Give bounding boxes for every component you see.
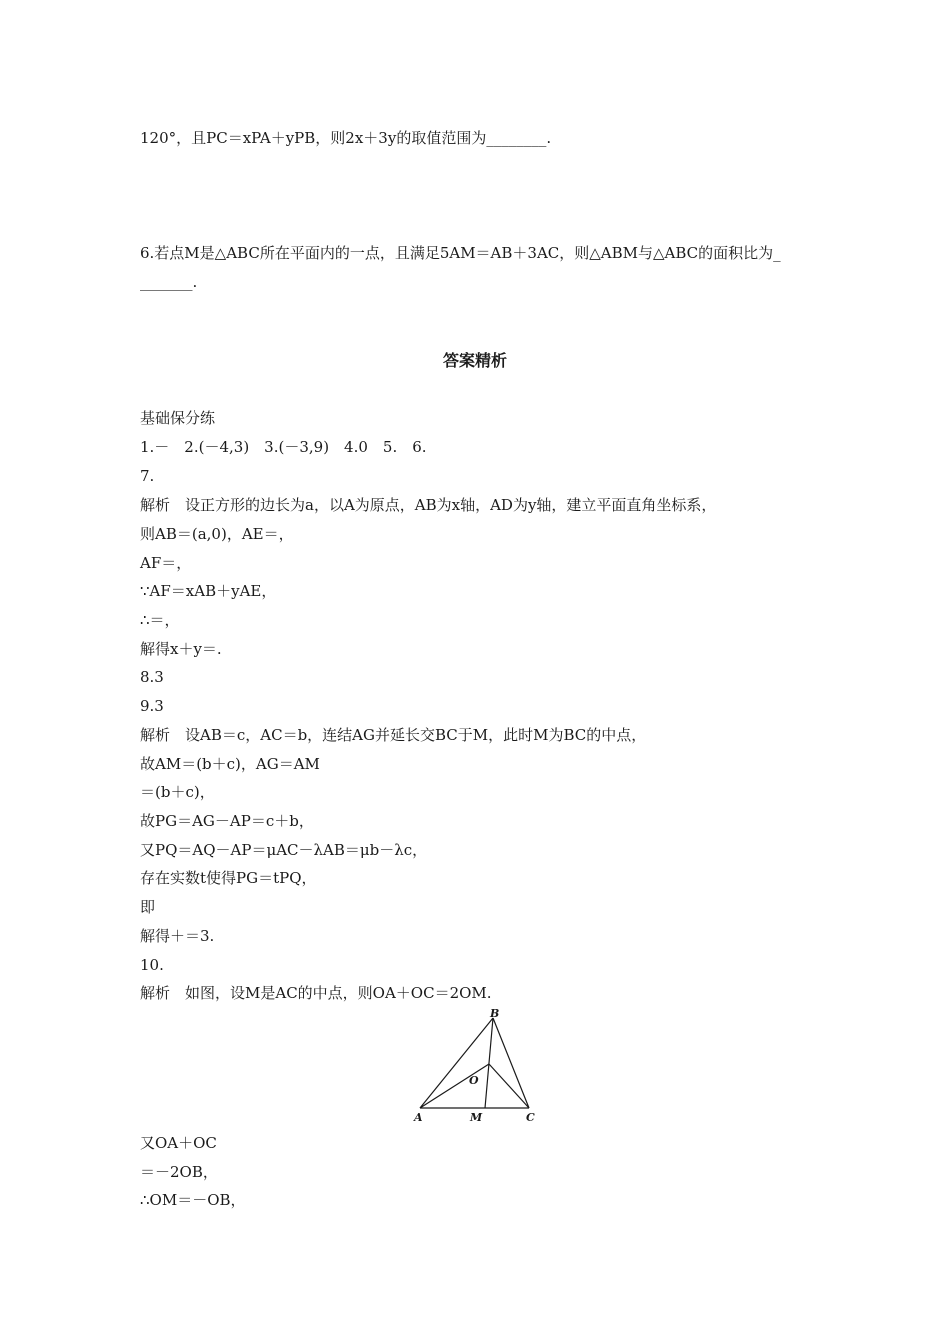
answer-10: 10. — [140, 956, 164, 974]
answer-8: 8.3 — [140, 668, 164, 686]
solution-line: 又OA＋OC — [140, 1134, 217, 1152]
answer-7: 7. — [140, 467, 155, 485]
problem-5-tail: 120°，且PC＝xPA＋yPB，则2x＋3y的取值范围为________. — [140, 129, 552, 147]
solution-line: 解得x＋y＝. — [140, 640, 222, 658]
triangle-figure — [410, 1006, 545, 1126]
label-M: M — [470, 1111, 483, 1124]
solution-line: 解析 设AB＝c，AC＝b，连结AG并延长交BC于M，此时M为BC的中点， — [140, 726, 647, 744]
answer-title: 答案精析 — [442, 351, 507, 370]
solution-line: 故AM＝(b＋c)，AG＝AM — [140, 755, 320, 773]
problem-6-line1: 6.若点M是△ABC所在平面内的一点，且满足5AM＝AB＋3AC，则△ABM与△ABC的面积比为_ — [140, 244, 781, 262]
label-B: B — [490, 1007, 500, 1020]
problem-6-line2: _______. — [140, 273, 198, 291]
section-heading: 基础保分练 — [140, 409, 216, 427]
solution-line: ∵AF＝xAB＋yAE， — [140, 582, 277, 600]
label-A: A — [414, 1111, 423, 1124]
answers-1-6: 1.－ 2.(－4,3) 3.(－3,9) 4.0 5. 6. — [140, 438, 427, 456]
solution-line: 即 — [140, 898, 156, 916]
solution-line: AF＝， — [140, 554, 192, 572]
solution-line: ＝－2OB， — [140, 1163, 218, 1181]
solution-line: ＝(b＋c)， — [140, 783, 215, 801]
solution-line: 故PG＝AG－AP＝c＋b， — [140, 812, 314, 830]
solution-line: 解得＋＝3. — [140, 927, 215, 945]
solution-line: 解析 如图，设M是AC的中点，则OA＋OC＝2OM. — [140, 984, 492, 1002]
solution-line: 解析 设正方形的边长为a，以A为原点，AB为x轴，AD为y轴，建立平面直角坐标系， — [140, 496, 717, 514]
solution-line: ∴＝， — [140, 611, 180, 629]
label-O: O — [469, 1074, 479, 1087]
solution-line: 存在实数t使得PG＝tPQ， — [140, 869, 317, 887]
solution-line: ∴OM＝－OB， — [140, 1191, 246, 1209]
solution-line: 则AB＝(a,0)，AE＝， — [140, 525, 294, 543]
answer-9: 9.3 — [140, 697, 164, 715]
solution-line: 又PQ＝AQ－AP＝μAC－λAB＝μb－λc， — [140, 841, 428, 859]
label-C: C — [526, 1111, 535, 1124]
